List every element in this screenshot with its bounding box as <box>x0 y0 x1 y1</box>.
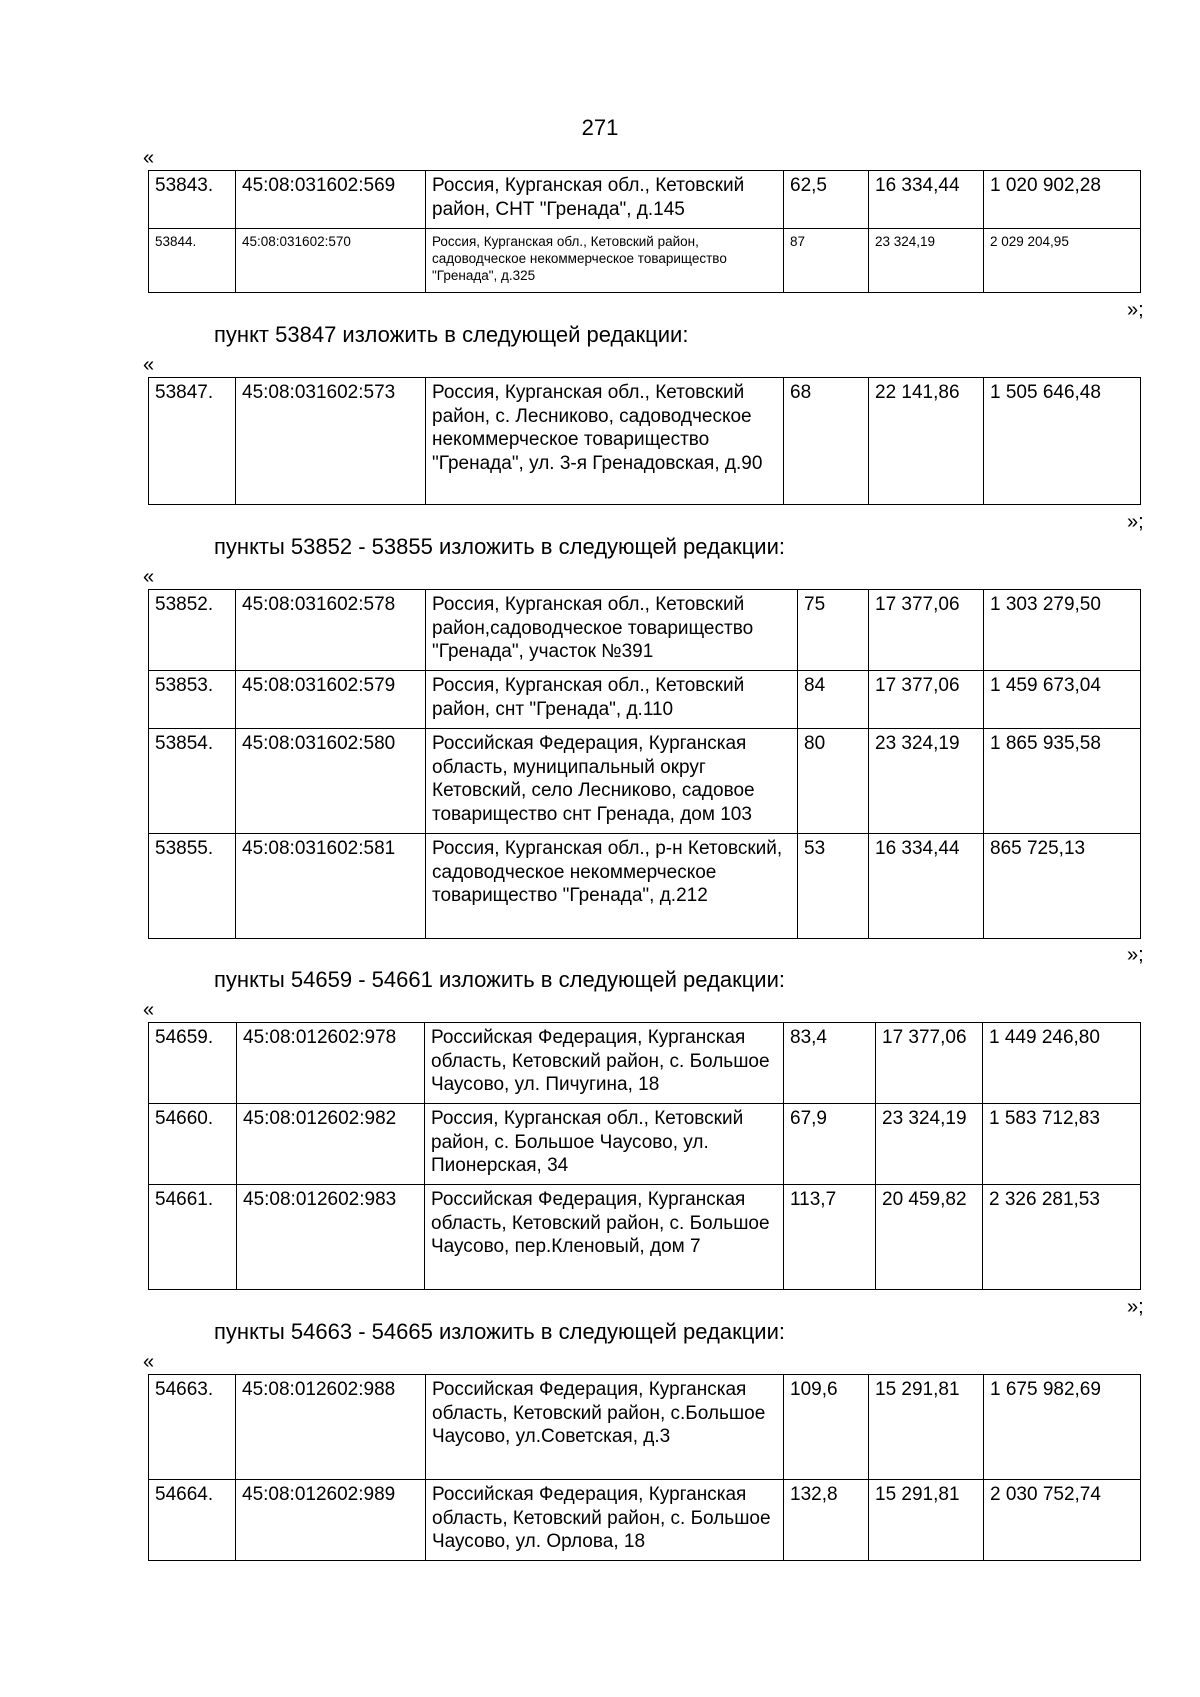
cadastral-number: 45:08:031602:578 <box>236 590 426 671</box>
open-quote: « <box>143 147 155 169</box>
table-row <box>149 834 1141 939</box>
cadastral-value: 1 675 982,69 <box>984 1375 1141 1480</box>
close-quote: »; <box>1127 1296 1144 1318</box>
price-per-unit: 23 324,19 <box>869 729 984 834</box>
area: 75 <box>798 590 869 671</box>
address: Россия, Курганская обл., Кетовский район, с. Большое Чаусово, ул. Пионерская, 34 <box>425 1104 784 1185</box>
cadastral-value: 2 029 204,95 <box>984 229 1141 293</box>
area: 62,5 <box>784 171 869 229</box>
area: 84 <box>798 671 869 729</box>
address: Россия, Курганская обл., Кетовский район,садоводческое товарищество "Гренада", участок №391 <box>426 590 798 671</box>
open-quote: « <box>143 1351 155 1373</box>
row-number: 54664. <box>149 1480 236 1561</box>
row-number: 53852. <box>149 590 236 671</box>
page-number: 271 <box>581 115 619 140</box>
table-row <box>149 229 1141 293</box>
table-row <box>149 729 1141 834</box>
area: 67,9 <box>784 1104 876 1185</box>
area: 113,7 <box>784 1185 876 1290</box>
price-per-unit: 17 377,06 <box>876 1023 983 1104</box>
cadastral-number: 45:08:031602:579 <box>236 671 426 729</box>
row-number: 53855. <box>149 834 236 939</box>
row-number: 53853. <box>149 671 236 729</box>
address: Россия, Курганская обл., Кетовский район, садоводческое некоммерческое товарищество "Гренада", д.325 <box>426 229 784 293</box>
section-intro: пункты 54663 - 54665 изложить в следующей редакции: <box>214 1319 786 1344</box>
address: Россия, Курганская обл., Кетовский район, СНТ "Гренада", д.145 <box>426 171 784 229</box>
section-intro: пункты 53852 - 53855 изложить в следующей редакции: <box>214 534 786 559</box>
address: Российская Федерация, Курганская область, Кетовский район, с. Большое Чаусово, ул. Орлова, 18 <box>426 1480 784 1561</box>
table-row <box>149 171 1141 229</box>
table-section-2 <box>148 377 1141 505</box>
cadastral-value: 2 030 752,74 <box>984 1480 1141 1561</box>
cadastral-value: 1 865 935,58 <box>984 729 1141 834</box>
cadastral-number: 45:08:031602:580 <box>236 729 426 834</box>
price-per-unit: 22 141,86 <box>869 378 984 505</box>
row-number: 53844. <box>149 229 236 293</box>
close-quote: »; <box>1127 511 1144 533</box>
cadastral-number: 45:08:031602:569 <box>236 171 426 229</box>
section-intro: пункт 53847 изложить в следующей редакции: <box>214 322 689 347</box>
table-row <box>149 1375 1141 1480</box>
area: 132,8 <box>784 1480 869 1561</box>
cadastral-number: 45:08:012602:983 <box>237 1185 425 1290</box>
row-number: 53847. <box>149 378 236 505</box>
price-per-unit: 17 377,06 <box>869 590 984 671</box>
cadastral-number: 45:08:012602:978 <box>237 1023 425 1104</box>
cadastral-value: 1 449 246,80 <box>983 1023 1141 1104</box>
address: Российская Федерация, Курганская область, Кетовский район, с. Большое Чаусово, пер.Кленовый, дом 7 <box>425 1185 784 1290</box>
area: 87 <box>784 229 869 293</box>
cadastral-value: 1 583 712,83 <box>983 1104 1141 1185</box>
address: Российская Федерация, Курганская область, муниципальный округ Кетовский, село Лесниково, садовое товарищество снт Гренада, дом 103 <box>426 729 798 834</box>
table-section-1 <box>148 170 1141 293</box>
table-section-3 <box>148 589 1141 939</box>
price-per-unit: 16 334,44 <box>869 171 984 229</box>
table-row <box>149 1480 1141 1561</box>
cadastral-value: 1 505 646,48 <box>984 378 1141 505</box>
area: 53 <box>798 834 869 939</box>
table-row <box>149 378 1141 505</box>
cadastral-value: 865 725,13 <box>984 834 1141 939</box>
price-per-unit: 15 291,81 <box>869 1480 984 1561</box>
cadastral-value: 1 020 902,28 <box>984 171 1141 229</box>
close-quote: »; <box>1127 944 1144 966</box>
price-per-unit: 15 291,81 <box>869 1375 984 1480</box>
table-section-4 <box>148 1022 1141 1290</box>
address: Россия, Курганская обл., Кетовский район, с. Лесниково, садоводческое некоммерческое товарищество "Гренада", ул. 3-я Гренадовская, д.90 <box>426 378 784 505</box>
cadastral-number: 45:08:031602:581 <box>236 834 426 939</box>
cadastral-number: 45:08:012602:989 <box>236 1480 426 1561</box>
cadastral-number: 45:08:012602:988 <box>236 1375 426 1480</box>
row-number: 53854. <box>149 729 236 834</box>
row-number: 54659. <box>149 1023 237 1104</box>
cadastral-value: 1 459 673,04 <box>984 671 1141 729</box>
address: Россия, Курганская обл., Кетовский район, снт "Гренада", д.110 <box>426 671 798 729</box>
table-row <box>149 1023 1141 1104</box>
area: 109,6 <box>784 1375 869 1480</box>
area: 80 <box>798 729 869 834</box>
cadastral-number: 45:08:031602:570 <box>236 229 426 293</box>
price-per-unit: 23 324,19 <box>876 1104 983 1185</box>
row-number: 54660. <box>149 1104 237 1185</box>
section-intro: пункты 54659 - 54661 изложить в следующей редакции: <box>214 967 786 992</box>
price-per-unit: 16 334,44 <box>869 834 984 939</box>
close-quote: »; <box>1127 299 1144 321</box>
area: 83,4 <box>784 1023 876 1104</box>
open-quote: « <box>143 354 155 376</box>
price-per-unit: 23 324,19 <box>869 229 984 293</box>
row-number: 54663. <box>149 1375 236 1480</box>
area: 68 <box>784 378 869 505</box>
cadastral-number: 45:08:031602:573 <box>236 378 426 505</box>
price-per-unit: 17 377,06 <box>869 671 984 729</box>
cadastral-value: 1 303 279,50 <box>984 590 1141 671</box>
row-number: 53843. <box>149 171 236 229</box>
table-row <box>149 1185 1141 1290</box>
open-quote: « <box>143 566 155 588</box>
address: Российская Федерация, Курганская область, Кетовский район, с. Большое Чаусово, ул. Пичугина, 18 <box>425 1023 784 1104</box>
cadastral-number: 45:08:012602:982 <box>237 1104 425 1185</box>
table-row <box>149 1104 1141 1185</box>
table-section-5 <box>148 1374 1141 1561</box>
price-per-unit: 20 459,82 <box>876 1185 983 1290</box>
row-number: 54661. <box>149 1185 237 1290</box>
address: Россия, Курганская обл., р-н Кетовский, садоводческое некоммерческое товарищество "Гренада", д.212 <box>426 834 798 939</box>
table-row <box>149 671 1141 729</box>
address: Российская Федерация, Курганская область, Кетовский район, с.Большое Чаусово, ул.Советская, д.3 <box>426 1375 784 1480</box>
cadastral-value: 2 326 281,53 <box>983 1185 1141 1290</box>
table-row <box>149 590 1141 671</box>
open-quote: « <box>143 999 155 1021</box>
